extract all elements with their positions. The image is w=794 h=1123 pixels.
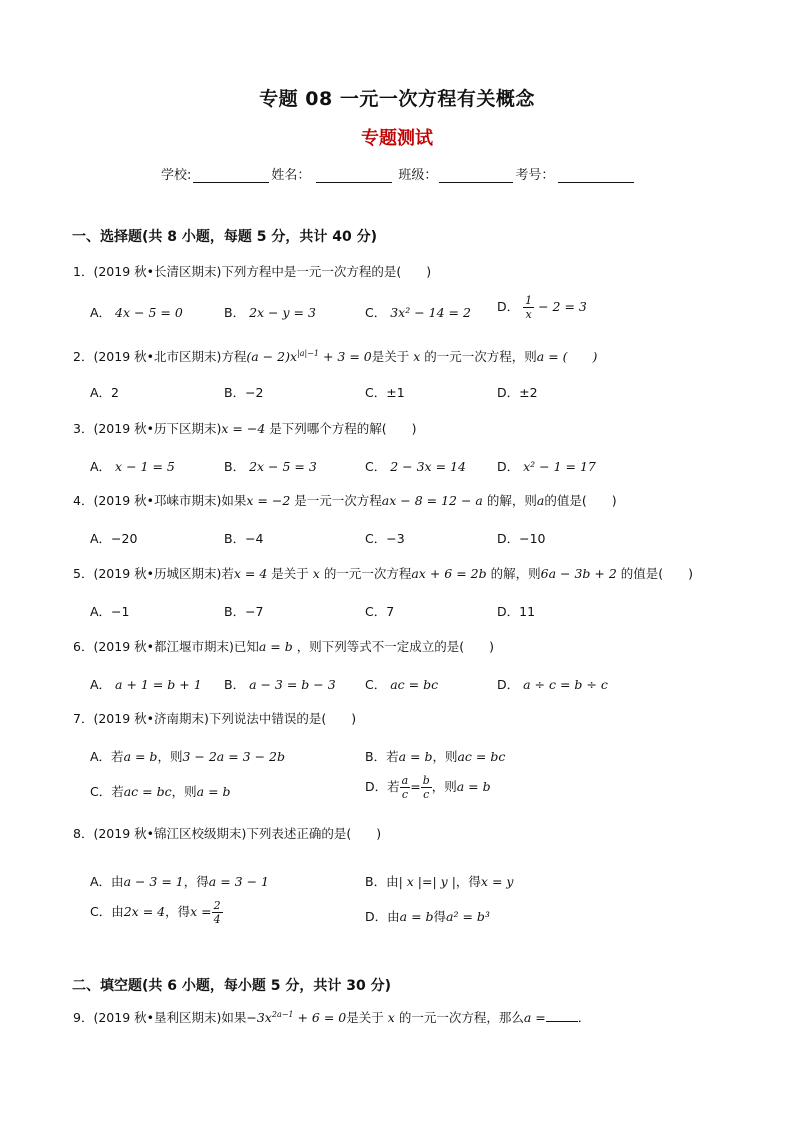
question-1-option-c[interactable]: C． 3x² − 14 = 2 — [365, 305, 471, 320]
class-field[interactable] — [439, 168, 513, 183]
student-info-row — [161, 164, 636, 183]
question-8-option-d[interactable]: D．由a = b得a² = b³ — [365, 909, 490, 924]
page-subtitle: 专题测试 — [361, 128, 433, 149]
question-4-option-a[interactable]: A．−20 — [90, 531, 138, 546]
question-4-option-b[interactable]: B．−4 — [224, 531, 264, 546]
section-heading-fill: 二、填空题(共 6 小题，每小题 5 分，共计 30 分) — [72, 978, 392, 994]
school-field[interactable] — [193, 168, 269, 183]
question-9-answer-blank[interactable] — [546, 1009, 578, 1022]
question-3-option-c[interactable]: C． 2 − 3x = 14 — [365, 459, 466, 474]
question-8-option-a[interactable]: A．由a − 3 = 1，得a = 3 − 1 — [90, 874, 269, 889]
name-label: 姓名： — [271, 168, 311, 183]
question-1-option-d[interactable]: D． $\frac{1}{x}$ − 2 = 3 — [497, 294, 587, 321]
question-8-option-b[interactable]: B．由| x |=| y |，得x = y — [365, 874, 514, 889]
question-7-stem: 7．(2019 秋•济南期末)下列说法中错误的是( ) — [73, 711, 357, 726]
question-7-option-b[interactable]: B．若a = b，则ac = bc — [365, 749, 506, 764]
question-6-stem: 6．(2019 秋•都江堰市期末)已知a = b ，则下列等式不一定成立的是( ) — [73, 639, 494, 654]
section-heading-choice: 一、选择题(共 8 小题，每题 5 分，共计 40 分) — [72, 229, 378, 245]
exam-no-field[interactable] — [558, 168, 634, 183]
question-8-stem: 8．(2019 秋•锦江区校级期末)下列表述正确的是( ) — [73, 826, 382, 841]
question-8-option-c[interactable]: C．由2x = 4，得x = $\frac{2}{4}$ — [90, 899, 221, 926]
question-4-option-d[interactable]: D．−10 — [497, 531, 546, 546]
question-3-option-d[interactable]: D． x² − 1 = 17 — [497, 459, 596, 474]
question-3-option-a[interactable]: A． x − 1 = 5 — [90, 459, 175, 474]
question-3-option-b[interactable]: B． 2x − 5 = 3 — [224, 459, 317, 474]
school-label: 学校: — [161, 168, 192, 183]
question-1-stem: 1．(2019 秋•长清区期末)下列方程中是一元一次方程的是( ) — [73, 264, 432, 279]
question-2-option-b[interactable]: B．−2 — [224, 385, 264, 400]
question-7-option-c[interactable]: C．若ac = bc，则a = b — [90, 784, 231, 799]
question-6-option-b[interactable]: B． a − 3 = b − 3 — [224, 677, 336, 692]
page-title: 专题 08 一元一次方程有关概念 — [259, 88, 535, 110]
question-1-option-b[interactable]: B． 2x − y = 3 — [224, 305, 316, 320]
question-5-option-a[interactable]: A．−1 — [90, 604, 130, 619]
question-5-option-c[interactable]: C．7 — [365, 604, 395, 619]
question-6-option-c[interactable]: C． ac = bc — [365, 677, 439, 692]
question-5-option-d[interactable]: D．11 — [497, 604, 536, 619]
question-4-option-c[interactable]: C．−3 — [365, 531, 405, 546]
question-6-option-a[interactable]: A． a + 1 = b + 1 — [90, 677, 202, 692]
question-6-option-d[interactable]: D． a ÷ c = b ÷ c — [497, 677, 608, 692]
question-2-option-a[interactable]: A．2 — [90, 385, 120, 400]
name-field[interactable] — [316, 168, 392, 183]
question-7-option-a[interactable]: A．若a = b，则3 − 2a = 3 − 2b — [90, 749, 285, 764]
question-7-option-d[interactable]: D．若 $\frac{a}{c}$ = $\frac{b}{c}$ ，则a = b — [365, 774, 491, 801]
question-1-option-a[interactable]: A． 4x − 5 = 0 — [90, 305, 183, 320]
question-4-stem: 4．(2019 秋•邛崃市期末)如果x = −2 是一元一次方程ax − 8 = 12 − a 的解，则a的值是( ) — [73, 493, 617, 508]
class-label: 班级： — [398, 168, 438, 183]
question-9-stem: 9．(2019 秋•垦利区期末)如果$-3x^{2a-1} + 6 = 0$是关于 x 的一元一次方程，那么a = ． — [73, 1009, 591, 1025]
question-2-option-d[interactable]: D．±2 — [497, 385, 538, 400]
question-2-stem: 2．(2019 秋•北市区期末)方程$(a - 2)x^{|a|-1} + 3 = 0$是关于 x 的一元一次方程，则a = ( ) — [73, 348, 598, 364]
exam-no-label: 考号： — [515, 168, 555, 183]
question-3-stem: 3．(2019 秋•历下区期末)x = −4 是下列哪个方程的解( ) — [73, 421, 417, 436]
question-5-option-b[interactable]: B．−7 — [224, 604, 264, 619]
question-2-option-c[interactable]: C．±1 — [365, 385, 405, 400]
question-5-stem: 5．(2019 秋•历城区期末)若x = 4 是关于 x 的一元一次方程ax + 6 = 2b 的解，则6a − 3b + 2 的值是( ) — [73, 566, 694, 581]
